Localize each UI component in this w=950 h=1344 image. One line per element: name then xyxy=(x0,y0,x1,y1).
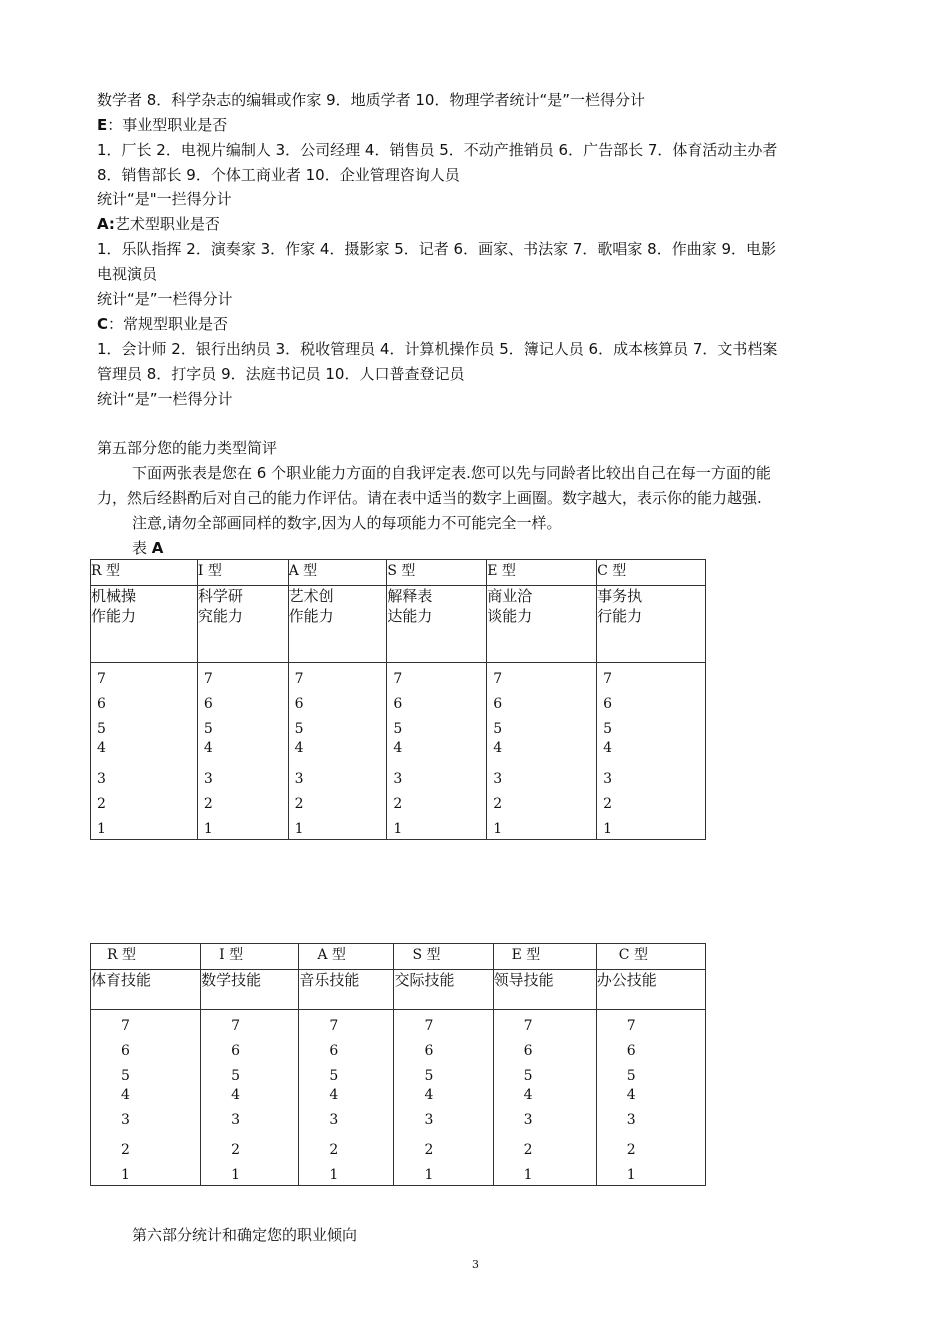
rating-e-7[interactable]: 7 xyxy=(523,1018,533,1034)
table-b-type-r: R 型 xyxy=(91,944,201,970)
rating-s-1[interactable]: 1 xyxy=(393,821,403,837)
text-line-10 xyxy=(97,314,228,334)
rating-e-2[interactable]: 2 xyxy=(493,796,503,812)
section-five-para-1: 下面两张表是您在 6 个职业能力方面的自我评定表.您可以先与同龄者比较出自己在每一方面的能 xyxy=(132,464,771,482)
rating-a-4[interactable]: 4 xyxy=(329,1087,339,1103)
rating-s-1[interactable]: 1 xyxy=(424,1167,434,1183)
table-label-key: A xyxy=(151,539,164,557)
rating-c-5[interactable]: 5 xyxy=(626,1068,636,1084)
rating-i-5[interactable]: 5 xyxy=(203,721,213,737)
rating-c-4[interactable]: 4 xyxy=(603,740,612,756)
rating-r-6[interactable]: 6 xyxy=(97,696,106,712)
page-number: 3 xyxy=(472,1258,479,1271)
table-b-skill-e: 领导技能 xyxy=(493,970,596,1010)
rating-e-2[interactable]: 2 xyxy=(523,1142,533,1158)
rating-i-4[interactable]: 4 xyxy=(203,740,213,756)
rating-i-1[interactable]: 1 xyxy=(203,821,213,837)
text-line-1: 数学者 8．科学杂志的编辑或作家 9．地质学者 10．物理学者统计“是”一栏得分计 xyxy=(97,91,646,109)
rating-scale-a xyxy=(288,663,387,840)
table-a-ability-i: 科学研 究能力 xyxy=(197,586,288,663)
rating-s-4[interactable]: 4 xyxy=(393,740,403,756)
artistic-type-key: A: xyxy=(97,215,115,233)
table-b-type-c: C 型 xyxy=(596,944,705,970)
rating-c-2[interactable]: 2 xyxy=(603,796,612,812)
rating-scale-a xyxy=(299,1010,394,1186)
text-line-6 xyxy=(97,214,220,234)
rating-e-1[interactable]: 1 xyxy=(493,821,503,837)
rating-scale-s xyxy=(387,663,487,840)
rating-e-6[interactable]: 6 xyxy=(523,1043,533,1059)
rating-e-3[interactable]: 3 xyxy=(493,771,503,787)
rating-s-7[interactable]: 7 xyxy=(393,671,403,687)
rating-a-5[interactable]: 5 xyxy=(294,721,304,737)
rating-s-6[interactable]: 6 xyxy=(424,1043,434,1059)
table-b-skill-i: 数学技能 xyxy=(201,970,299,1010)
rating-e-3[interactable]: 3 xyxy=(523,1112,533,1128)
rating-scale-e xyxy=(493,1010,596,1186)
table-a-ability-e: 商业洽 谈能力 xyxy=(487,586,597,663)
text-line-3: 1．厂长 2．电视片编制人 3．公司经理 4．销售员 5．不动产推销员 6．广告部长 7．体育活动主办者 xyxy=(97,141,778,159)
section-five-para-2: 力，然后经斟酌后对自己的能力作评估。请在表中适当的数字上画圈。数字越大，表示你的能力越强. xyxy=(97,489,762,507)
rating-scale-r xyxy=(91,1010,201,1186)
table-a-ability-a: 艺术创 作能力 xyxy=(288,586,387,663)
rating-c-7[interactable]: 7 xyxy=(626,1018,636,1034)
text-line-4: 8．销售部长 9．个体工商业者 10．企业管理咨询人员 xyxy=(97,166,460,184)
rating-a-3[interactable]: 3 xyxy=(329,1112,339,1128)
enterprise-type-heading: ：事业型职业是否 xyxy=(107,116,228,134)
text-line-13: 统计“是”一栏得分计 xyxy=(97,390,233,408)
table-a-ability-s: 解释表 达能力 xyxy=(387,586,487,663)
table-b-type-s: S 型 xyxy=(394,944,493,970)
rating-i-2[interactable]: 2 xyxy=(231,1142,241,1158)
rating-scale-e xyxy=(487,663,597,840)
table-b-skill-r: 体育技能 xyxy=(91,970,201,1010)
rating-scale-i xyxy=(197,663,288,840)
rating-c-4[interactable]: 4 xyxy=(626,1087,636,1103)
table-a-type-e: E 型 xyxy=(487,560,597,586)
rating-s-2[interactable]: 2 xyxy=(393,796,403,812)
table-b-skill-c: 办公技能 xyxy=(596,970,705,1010)
rating-r-2[interactable]: 2 xyxy=(121,1142,130,1158)
rating-r-7[interactable]: 7 xyxy=(97,671,106,687)
rating-i-3[interactable]: 3 xyxy=(231,1112,241,1128)
rating-r-1[interactable]: 1 xyxy=(97,821,106,837)
rating-s-3[interactable]: 3 xyxy=(424,1112,434,1128)
rating-r-4[interactable]: 4 xyxy=(97,740,106,756)
conventional-type-heading: ：常规型职业是否 xyxy=(108,315,229,333)
enterprise-type-key: E xyxy=(97,116,108,134)
rating-c-2[interactable]: 2 xyxy=(626,1142,636,1158)
rating-i-1[interactable]: 1 xyxy=(231,1167,241,1183)
rating-i-2[interactable]: 2 xyxy=(203,796,213,812)
rating-a-2[interactable]: 2 xyxy=(294,796,304,812)
text-line-11: 1．会计师 2．银行出纳员 3．税收管理员 4．计算机操作员 5．簿记人员 6．成本核算员 7．文书档案 xyxy=(97,340,778,358)
text-line-12: 管理员 8．打字员 9．法庭书记员 10．人口普查登记员 xyxy=(97,365,465,383)
text-line-9: 统计“是”一栏得分计 xyxy=(97,290,233,308)
rating-i-6[interactable]: 6 xyxy=(231,1043,241,1059)
text-line-7: 1．乐队指挥 2．演奏家 3．作家 4．摄影家 5．记者 6．画家、书法家 7．歌唱家 8．作曲家 9．电影 xyxy=(97,240,777,258)
table-a-type-a: A 型 xyxy=(288,560,387,586)
artistic-type-heading: 艺术型职业是否 xyxy=(114,215,220,233)
rating-r-1[interactable]: 1 xyxy=(121,1167,130,1183)
table-label-prefix: 表 xyxy=(132,539,152,557)
rating-a-6[interactable]: 6 xyxy=(294,696,304,712)
table-b-type-e: E 型 xyxy=(493,944,596,970)
table-b-skill-a: 音乐技能 xyxy=(299,970,394,1010)
rating-i-3[interactable]: 3 xyxy=(203,771,213,787)
table-b-skill-s: 交际技能 xyxy=(394,970,493,1010)
rating-s-6[interactable]: 6 xyxy=(393,696,403,712)
rating-s-4[interactable]: 4 xyxy=(424,1087,434,1103)
rating-c-1[interactable]: 1 xyxy=(626,1167,636,1183)
text-line-2 xyxy=(97,115,227,135)
rating-i-5[interactable]: 5 xyxy=(231,1068,241,1084)
table-b-type-a: A 型 xyxy=(299,944,394,970)
rating-a-5[interactable]: 5 xyxy=(329,1068,339,1084)
rating-s-3[interactable]: 3 xyxy=(393,771,403,787)
table-a-type-s: S 型 xyxy=(387,560,487,586)
rating-r-3[interactable]: 3 xyxy=(97,771,106,787)
rating-s-7[interactable]: 7 xyxy=(424,1018,434,1034)
rating-e-6[interactable]: 6 xyxy=(493,696,503,712)
table-b xyxy=(90,943,706,1186)
rating-a-3[interactable]: 3 xyxy=(294,771,304,787)
rating-e-5[interactable]: 5 xyxy=(523,1068,533,1084)
rating-scale-c xyxy=(596,1010,705,1186)
table-a-type-c: C 型 xyxy=(597,560,706,586)
rating-i-7[interactable]: 7 xyxy=(203,671,213,687)
rating-r-2[interactable]: 2 xyxy=(97,796,106,812)
rating-s-5[interactable]: 5 xyxy=(424,1068,434,1084)
table-a-ability-r: 机械操 作能力 xyxy=(91,586,198,663)
text-line-8: 电视演员 xyxy=(97,265,158,283)
rating-i-4[interactable]: 4 xyxy=(231,1087,241,1103)
rating-c-6[interactable]: 6 xyxy=(626,1043,636,1059)
table-a-label xyxy=(132,538,163,558)
table-a-type-r: R 型 xyxy=(91,560,198,586)
text-line-5: 统计“是"一拦得分计 xyxy=(97,190,232,208)
rating-c-5[interactable]: 5 xyxy=(603,721,612,737)
rating-scale-s xyxy=(394,1010,493,1186)
table-a-type-i: I 型 xyxy=(197,560,288,586)
rating-s-2[interactable]: 2 xyxy=(424,1142,434,1158)
section-five-title: 第五部分您的能力类型简评 xyxy=(97,439,278,457)
rating-a-6[interactable]: 6 xyxy=(329,1043,339,1059)
table-a xyxy=(90,559,706,840)
rating-r-4[interactable]: 4 xyxy=(121,1087,130,1103)
rating-i-6[interactable]: 6 xyxy=(203,696,213,712)
rating-c-6[interactable]: 6 xyxy=(603,696,612,712)
rating-e-1[interactable]: 1 xyxy=(523,1167,533,1183)
rating-c-3[interactable]: 3 xyxy=(603,771,612,787)
rating-e-4[interactable]: 4 xyxy=(493,740,503,756)
section-six-title: 第六部分统计和确定您的职业倾向 xyxy=(132,1226,358,1244)
rating-s-5[interactable]: 5 xyxy=(393,721,403,737)
rating-c-7[interactable]: 7 xyxy=(603,671,612,687)
conventional-type-key: C xyxy=(97,315,109,333)
rating-r-6[interactable]: 6 xyxy=(121,1043,130,1059)
rating-a-7[interactable]: 7 xyxy=(294,671,304,687)
rating-c-3[interactable]: 3 xyxy=(626,1112,636,1128)
rating-a-1[interactable]: 1 xyxy=(294,821,304,837)
table-b-type-i: I 型 xyxy=(201,944,299,970)
section-five-para-3: 注意,请勿全部画同样的数字,因为人的每项能力不可能完全一样。 xyxy=(132,514,562,532)
rating-e-4[interactable]: 4 xyxy=(523,1087,533,1103)
rating-e-5[interactable]: 5 xyxy=(493,721,503,737)
rating-scale-i xyxy=(201,1010,299,1186)
rating-r-5[interactable]: 5 xyxy=(121,1068,130,1084)
table-a-ability-c: 事务执 行能力 xyxy=(597,586,706,663)
rating-a-1[interactable]: 1 xyxy=(329,1167,339,1183)
rating-c-1[interactable]: 1 xyxy=(603,821,612,837)
rating-i-7[interactable]: 7 xyxy=(231,1018,241,1034)
rating-e-7[interactable]: 7 xyxy=(493,671,503,687)
rating-a-2[interactable]: 2 xyxy=(329,1142,339,1158)
rating-scale-r xyxy=(91,663,198,840)
rating-r-5[interactable]: 5 xyxy=(97,721,106,737)
rating-a-7[interactable]: 7 xyxy=(329,1018,339,1034)
rating-scale-c xyxy=(597,663,706,840)
rating-a-4[interactable]: 4 xyxy=(294,740,304,756)
rating-r-3[interactable]: 3 xyxy=(121,1112,130,1128)
rating-r-7[interactable]: 7 xyxy=(121,1018,130,1034)
